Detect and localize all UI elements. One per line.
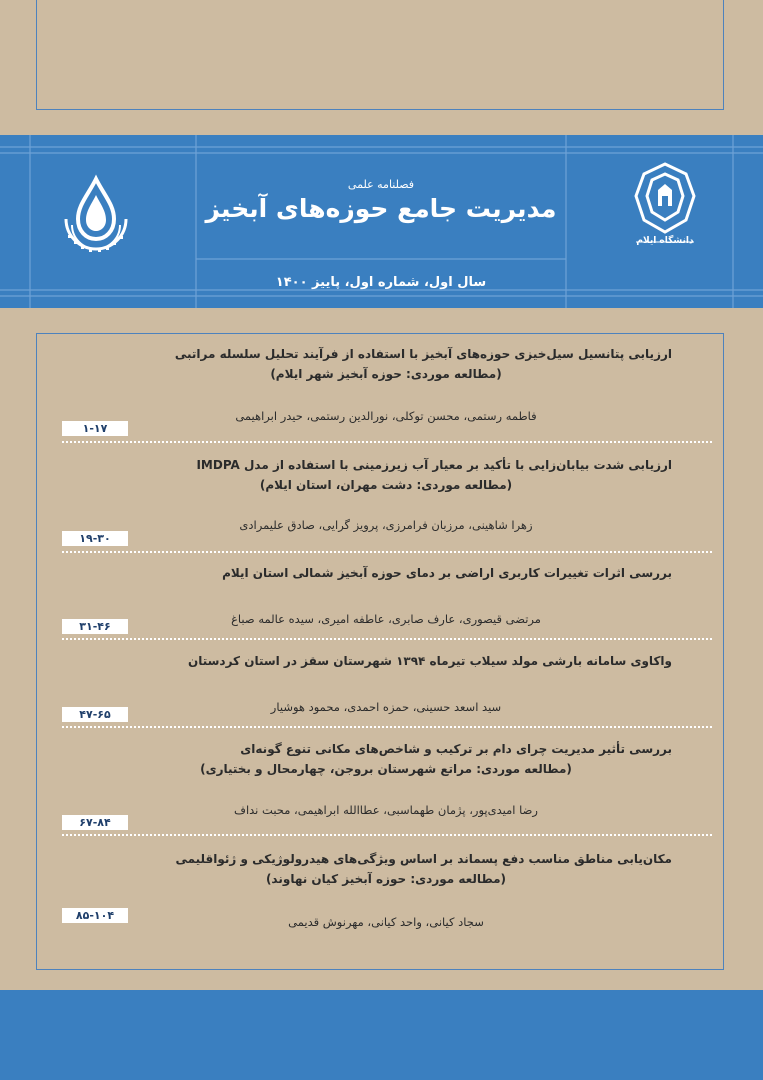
article-pages: ۱-۱۷ [62, 421, 128, 436]
water-drop-logo-icon [58, 173, 134, 261]
journal-type: فصلنامه علمی [347, 178, 415, 191]
article-pages: ۸۵-۱۰۴ [62, 908, 128, 923]
article-authors: سید اسعد حسینی، حمزه احمدی، محمود هوشیار [270, 700, 502, 714]
top-frame [36, 0, 724, 110]
article-subtitle: (مطالعه موردی: حوزه آبخیز کیان نهاوند) [265, 872, 507, 886]
article-title: ارزیابی پتانسیل سیل‌خیزی حوزه‌های آبخیز با استفاده از فرآیند تحلیل سلسله مراتبی [174, 347, 672, 361]
article-pages: ۶۷-۸۴ [62, 815, 128, 830]
article-subtitle: (مطالعه موردی: حوزه آبخیز شهر ایلام) [270, 367, 502, 381]
article-title: واکاوی سامانه بارشی مولد سیلاب تیرماه ۱۳۹۴ شهرستان سقز در استان کردستان [187, 654, 672, 668]
article-pages: ۴۷-۶۵ [62, 707, 128, 722]
article-title: بررسی اثرات تغییرات کاربری اراضی بر دمای حوزه آبخیز شمالی استان ایلام [222, 566, 672, 580]
article-subtitle: (مطالعه موردی: مراتع شهرستان بروجن، چهارمحال و بختیاری) [200, 762, 572, 776]
article-title: ارزیابی شدت بیابان‌زایی با تأکید بر معیار آب زیرزمینی با استفاده از مدل IMDPA [196, 458, 672, 472]
article-subtitle: (مطالعه موردی: دشت مهران، استان ایلام) [259, 478, 513, 492]
article-authors: فاطمه رستمی، محسن توکلی، نورالدین رستمی، حیدر ابراهیمی [235, 409, 537, 423]
article-pages: ۳۱-۴۶ [62, 619, 128, 634]
separator [62, 834, 712, 836]
article-2[interactable] [60, 455, 712, 534]
article-authors: زهرا شاهینی، مرزبان فرامرزی، پرویز گرایی، صادق علیمرادی [239, 518, 533, 532]
separator [62, 441, 712, 443]
article-authors: مرتضی قیصوری، عارف صابری، عاطفه امیری، سیده عالمه صباغ [231, 612, 541, 626]
article-3[interactable] [60, 563, 712, 628]
separator [62, 726, 712, 728]
separator [62, 551, 712, 553]
article-title: بررسی تأثیر مدیریت چرای دام بر ترکیب و شاخص‌های مکانی تنوع گونه‌ای [240, 742, 672, 756]
article-6[interactable] [60, 849, 712, 931]
article-5[interactable] [60, 739, 712, 819]
university-logo-caption: دانشگاه ایلام [636, 236, 694, 246]
separator [62, 638, 712, 640]
article-title: مکان‌یابی مناطق مناسب دفع پسماند بر اساس ویژگی‌های هیدرولوژیکی و ژئواقلیمی [175, 852, 672, 866]
article-1[interactable] [60, 344, 712, 425]
journal-title: مدیریت جامع حوزه‌های آبخیز [205, 194, 557, 223]
journal-issue: سال اول، شماره اول، پاییز ۱۴۰۰ [275, 275, 487, 290]
article-authors: رضا امیدی‌پور، پژمان طهماسبی، عطاالله ابراهیمی، محبت نداف [234, 803, 538, 817]
footer-band [0, 990, 763, 1080]
article-authors: سجاد کیانی، واحد کیانی، مهرنوش قدیمی [288, 915, 484, 929]
article-4[interactable] [60, 651, 712, 716]
article-pages: ۱۹-۳۰ [62, 531, 128, 546]
